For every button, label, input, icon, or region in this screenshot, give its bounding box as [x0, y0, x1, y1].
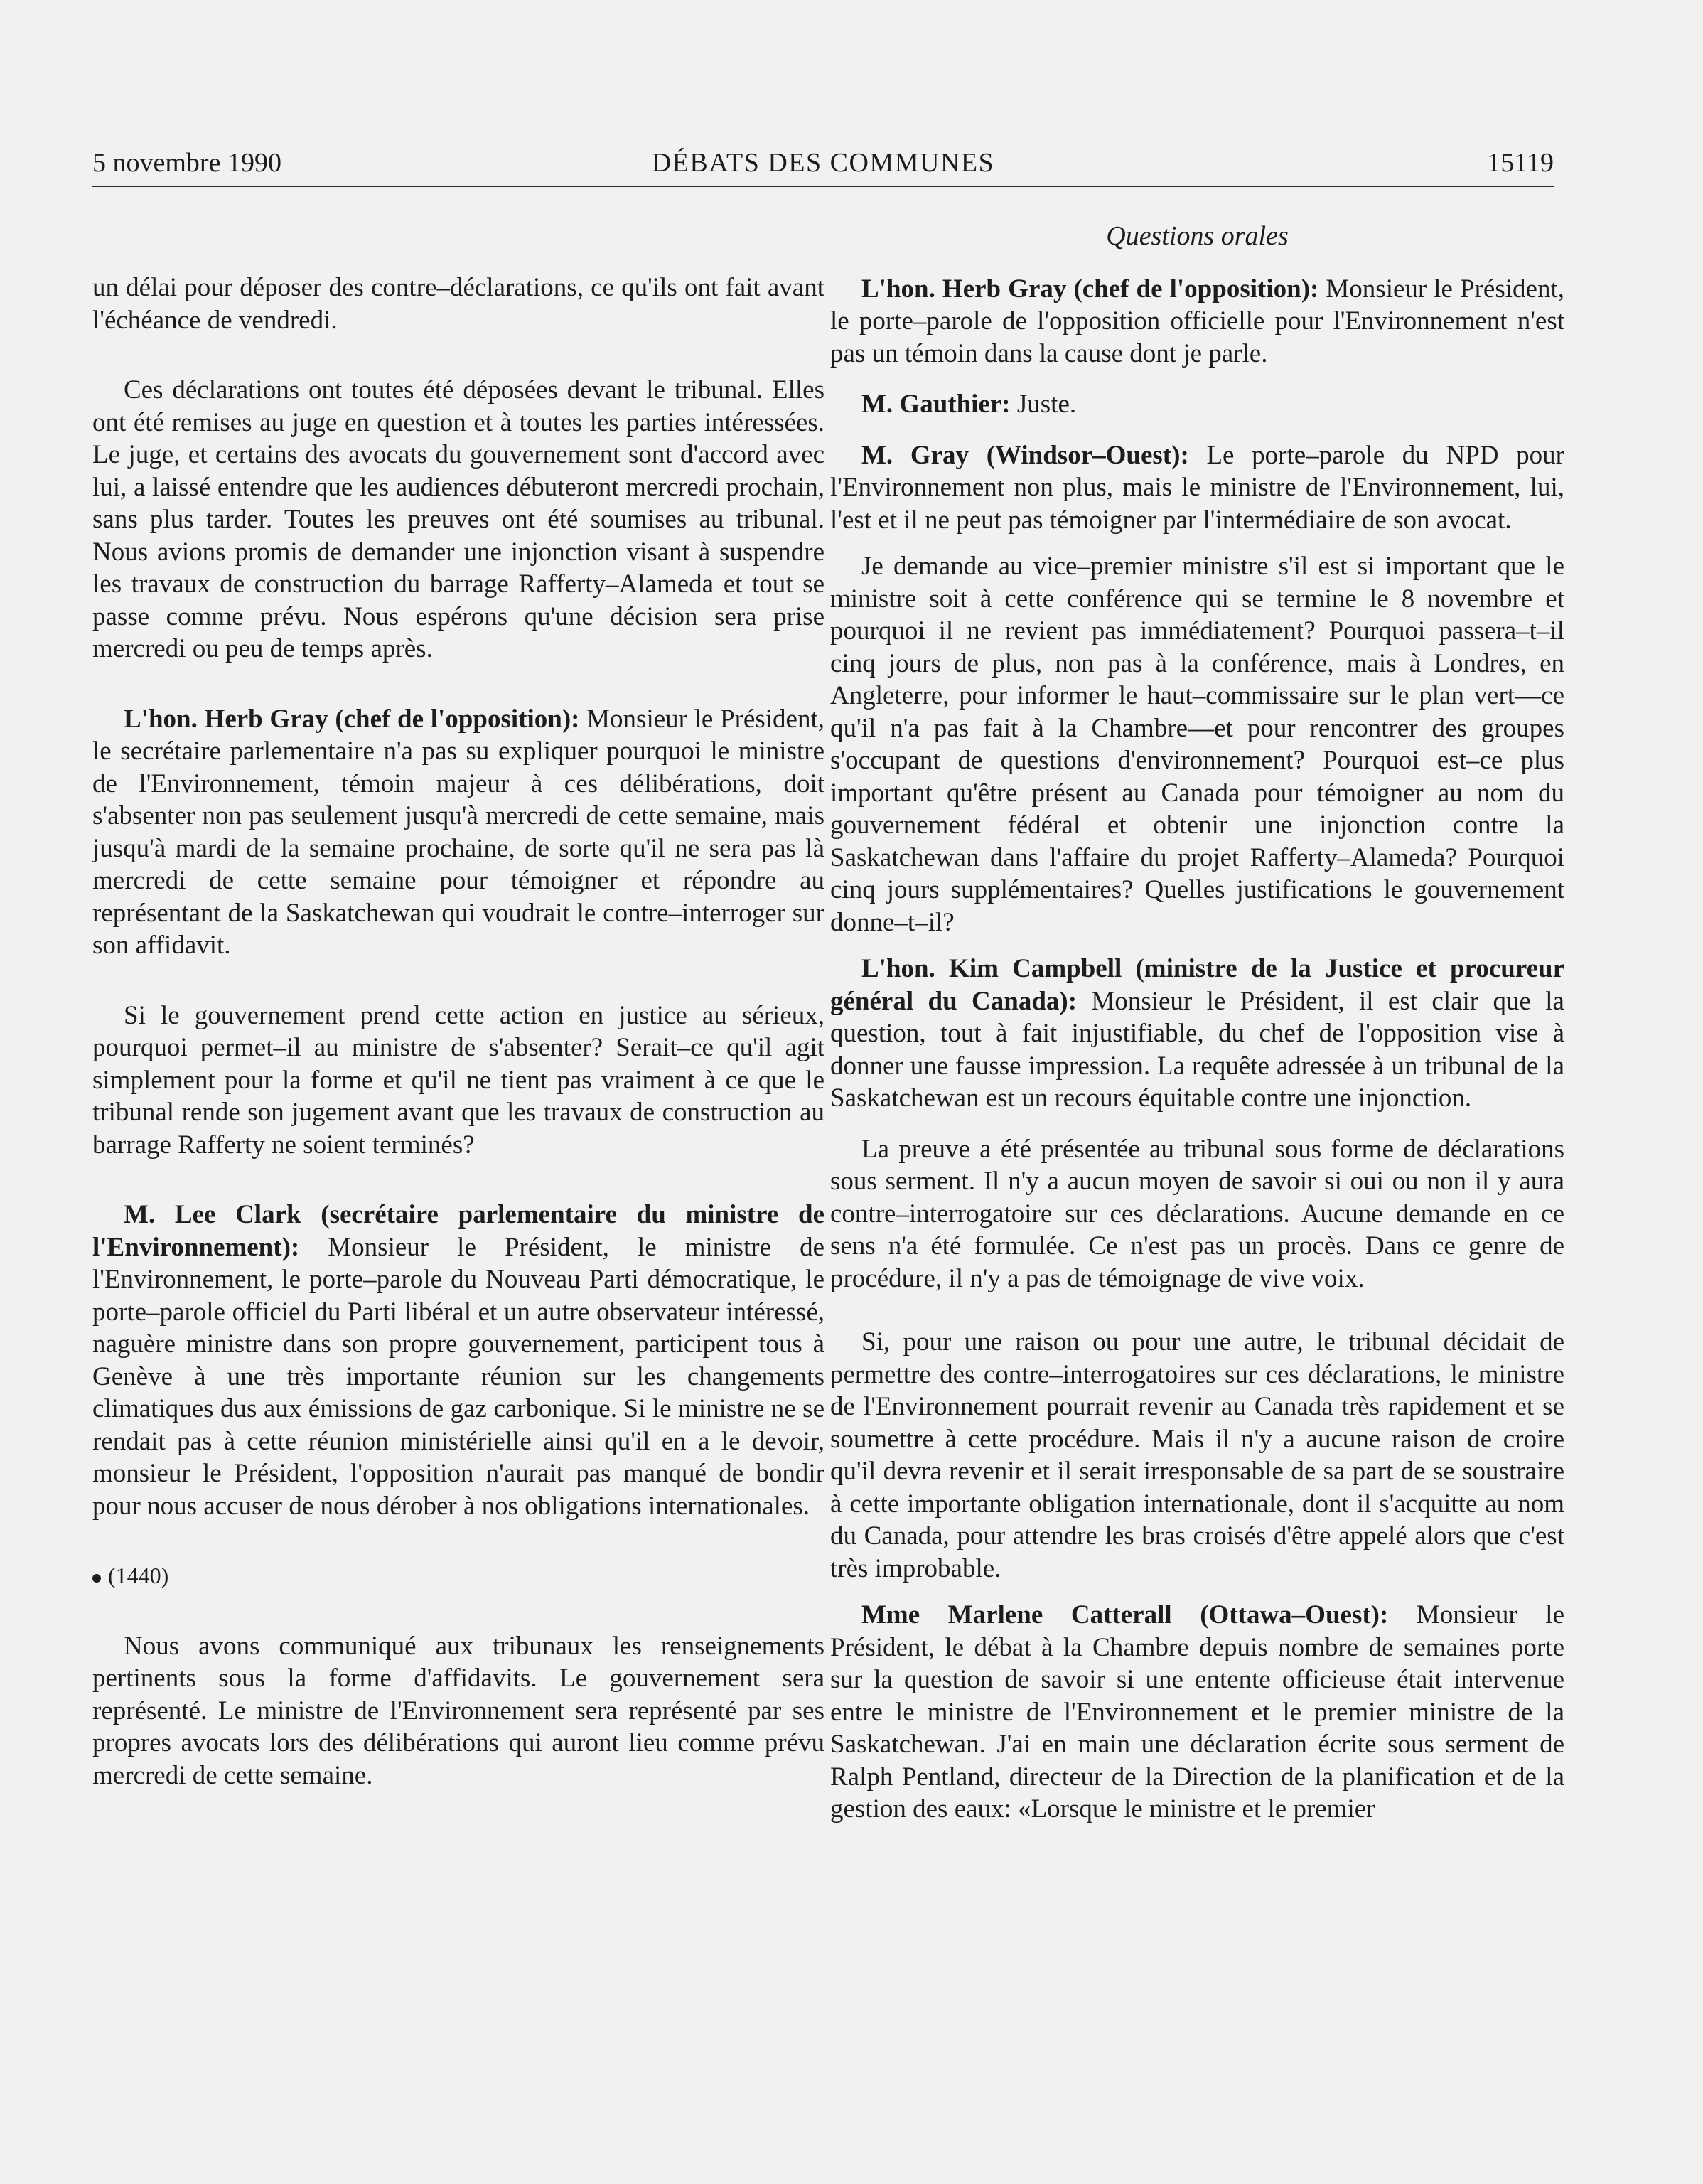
section-title: Questions orales — [1106, 221, 1289, 251]
left-column — [92, 272, 824, 1792]
paragraph: un délai pour déposer des contre–déclarations, ce qu'ils ont fait avant l'échéance de vendredi. — [92, 273, 824, 335]
time-marker — [92, 1560, 824, 1592]
speaker-name: Mme Marlene Catterall (Ottawa–Ouest): — [861, 1600, 1389, 1629]
paragraph — [830, 439, 1564, 537]
speech-text: Monsieur le Président, le porte–parole de l'opposition officielle pour l'Environnement n'est pas un témoin dans la cause dont je parle. — [830, 274, 1564, 368]
speech-text: Juste. — [1010, 390, 1077, 419]
paragraph: Si, pour une raison ou pour une autre, le tribunal décidait de permettre des contre–interrogatoires sur ces déclarations, le ministre de l'Environnement pourrait revenir au Canada très rapidement et se soumettre à cette procédure. Mais il n'y a aucune raison de croire qu'il devra revenir et il serait irresponsable de sa part de se soustraire à cette importante obligation internationale, dont il s'acquitte au nom du Canada, pour attendre les bras croisés d'être appelé alors que c'est très improbable. — [830, 1327, 1564, 1583]
right-column — [830, 220, 1564, 1826]
speaker-name: M. Gray (Windsor–Ouest): — [861, 440, 1189, 470]
speech-text: Monsieur le Président, le débat à la Chambre depuis nombre de semaines porte sur la question de savoir si une entente officieuse était intervenue entre le ministre de l'Environnement et le premier ministre de la Saskatchewan. J'ai en main une déclaration écrite sous serment de Ralph Pentland, directeur de la Direction de la planification et de la gestion des eaux: «Lorsque le ministre et le premier — [830, 1600, 1564, 1824]
speech-text: Monsieur le Président, il est clair que la question, tout à fait injustifiable, du chef de l'opposition vise à donner une fausse impression. La requête adressée à un tribunal de la Saskatchewan est un recours équitable contre une injonction. — [830, 986, 1564, 1113]
header-date: 5 novembre 1990 — [92, 148, 281, 178]
speaker-name: L'hon. Herb Gray (chef de l'opposition): — [861, 274, 1319, 304]
paragraph: Ces déclarations ont toutes été déposées devant le tribunal. Elles ont été remises au juge en question et à toutes les parties intéressées. Le juge, et certains des avocats du gouvernement sont d'accord avec lui, a laissé entendre que les audiences débuteront mercredi prochain, sans plus tarder. Toutes les preuves ont été soumises au tribunal. Nous avions promis de demander une injonction visant à suspendre les travaux de construction du barrage Rafferty–Alameda et tout se passe comme prévu. Nous espérons qu'une décision sera prise mercredi ou peu de temps après. — [92, 375, 824, 663]
speech-text: Le porte–parole du NPD pour l'Environnement non plus, mais le ministre de l'Environnement, lui, l'est et il ne peut pas témoigner par l'intermédiaire de son avocat. — [830, 440, 1564, 535]
speaker-name: L'hon. Herb Gray (chef de l'opposition): — [124, 704, 580, 734]
page-header — [92, 146, 1554, 187]
paragraph: Je demande au vice–premier ministre s'il est si important que le ministre soit à cette conférence qui se termine le 8 novembre et pourquoi il ne revient pas immédiatement? Pourquoi passera–t–il cinq jours de plus, non pas à la conférence, mais à Londres, en Angleterre, pour informer le haut–commissaire sur le plan vert—ce qu'il n'a pas fait à la Chambre—et pour rencontrer des groupes s'occupant de questions d'environnement? Pourquoi est–ce plus important qu'être présent au Canada pour témoigner au nom du gouvernement fédéral et obtenir une injonction contre la Saskatchewan dans l'affaire du projet Rafferty–Alameda? Pourquoi cinq jours supplémentaires? Quelles justifications le gouvernement donne–t–il? — [830, 552, 1564, 937]
speaker-name: M. Lee Clark (secrétaire parlementaire du ministre de l'Environnement): — [92, 1200, 824, 1262]
header-title: DÉBATS DES COMMUNES — [651, 148, 995, 178]
page-number: 15119 — [1487, 148, 1554, 178]
paragraph — [830, 953, 1564, 1115]
paragraph — [830, 388, 1564, 421]
paragraph — [92, 1199, 824, 1522]
time-marker-text: (1440) — [108, 1563, 169, 1588]
paragraph: La preuve a été présentée au tribunal sous forme de déclarations sous serment. Il n'y a aucun moyen de savoir si oui ou non il y aura contre–interrogatoire sur ces déclarations. Aucune demande en ce sens n'a été formulée. Ce n'est pas un procès. Dans ce genre de procédure, il n'y a pas de témoignage de vive voix. — [830, 1134, 1564, 1293]
speaker-name: M. Gauthier: — [861, 390, 1011, 419]
paragraph — [92, 703, 824, 962]
paragraph — [830, 1599, 1564, 1826]
paragraph: Nous avons communiqué aux tribunaux les renseignements pertinents sous la forme d'affidavits. Le gouvernement sera représenté. Le ministre de l'Environnement sera représenté par ses propres avocats lors des délibérations qui auront lieu comme prévu mercredi de cette semaine. — [92, 1631, 824, 1790]
speaker-name: L'hon. Kim Campbell (ministre de la Justice et procureur général du Canada): — [830, 954, 1564, 1016]
paragraph — [830, 273, 1564, 370]
paragraph: Si le gouvernement prend cette action en justice au sérieux, pourquoi permet–il au ministre de s'absenter? Serait–ce qu'il agit simplement pour la forme et qu'il ne tient pas vraiment à ce que le tribunal rende son jugement avant que les travaux de construction au barrage Rafferty ne soient terminés? — [92, 1000, 824, 1160]
speech-text: Monsieur le Président, le secrétaire parlementaire n'a pas su expliquer pourquoi le ministre de l'Environnement, témoin majeur à ces délibérations, doit s'absenter non pas seulement jusqu'à mercredi de cette semaine, mais jusqu'à mardi de la semaine prochaine, de sorte qu'il ne sera pas là mercredi de cette semaine pour témoigner et répondre au représentant de la Saskatchewan qui voudrait le contre–interroger sur son affidavit. — [92, 704, 824, 960]
bullet-icon — [92, 1574, 101, 1583]
speech-text: Monsieur le Président, le ministre de l'Environnement, le porte–parole du Nouveau Parti démocratique, le porte–parole officiel du Parti libéral et un autre observateur intéressé, naguère ministre dans son propre gouvernement, participent tous à Genève à une très importante réunion sur les changements climatiques dus aux émissions de gaz carbonique. Si le ministre ne se rendait pas à cette réunion ministérielle ainsi qu'il en a le devoir, monsieur le Président, l'opposition n'aurait pas manqué de bondir pour nous accuser de nous dérober à nos obligations internationales. — [92, 1232, 824, 1521]
